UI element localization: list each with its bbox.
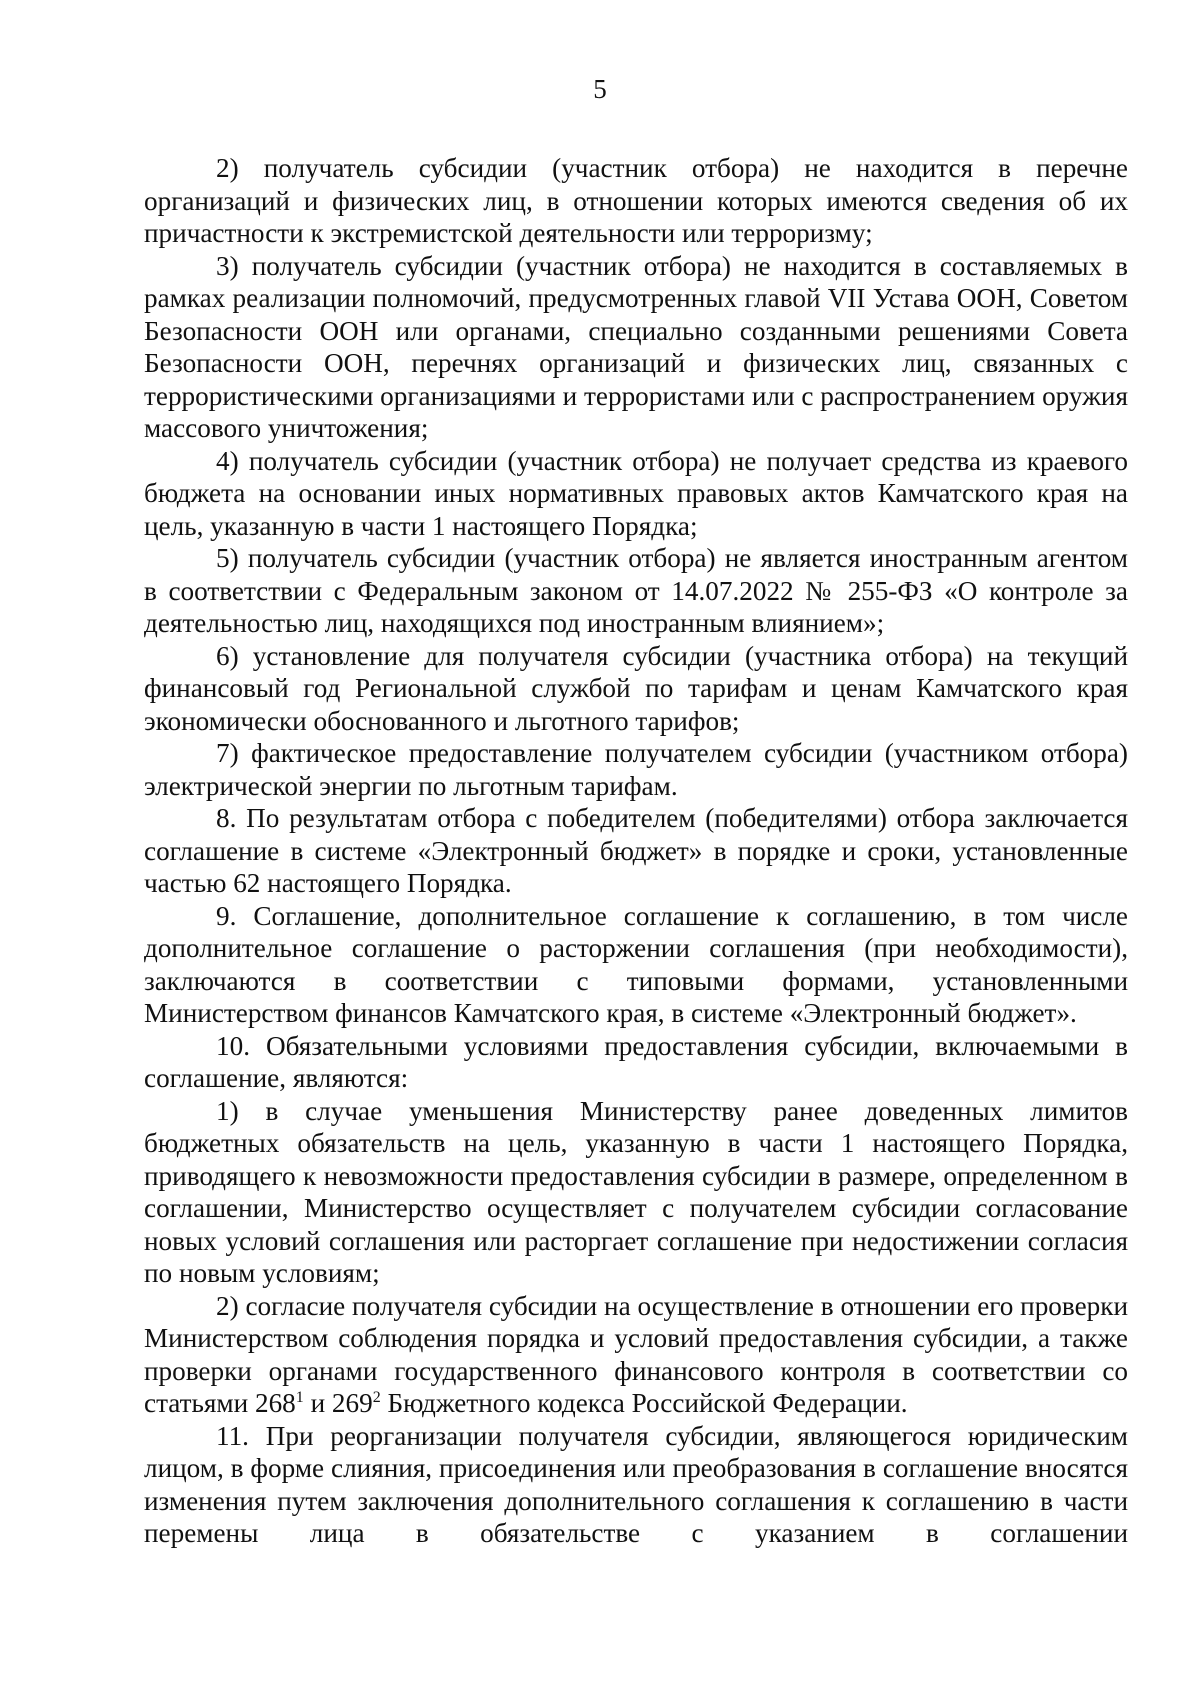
document-body — [144, 152, 1128, 1550]
paragraph-subitem-2-text-a: 2) согласие получателя субсидии на осуществление в отношении его проверки Министерством соблюдения порядка и условий предоставления субсидии, а также проверки органами государственного финансового контроля в соответствии со статьями 268 — [144, 1290, 1128, 1418]
paragraph-subitem-2-text-b: и 269 — [303, 1388, 373, 1418]
paragraph-item-7: 7) фактическое предоставление получателем субсидии (участником отбора) электрической энергии по льготным тарифам. — [144, 738, 1128, 801]
superscript-2: 2 — [372, 1388, 381, 1406]
paragraph-subitem-2 — [144, 1290, 1128, 1420]
paragraph-part-11: 11. При реорганизации получателя субсидии, являющегося юридическим лицом, в форме слияния, присоединения или преобразования в соглашение вносятся изменения путем заключения дополнительного соглашения к соглашению в части перемены лица в обязательстве с указанием в соглашении — [144, 1420, 1128, 1548]
paragraph-part-9: 9. Соглашение, дополнительное соглашение к соглашению, в том числе дополнительное соглашение о расторжении соглашения (при необходимости), заключаются в соответствии с типовыми формами, установленными Министерством финансов Камчатского края, в системе «Электронный бюджет». — [144, 900, 1128, 1028]
paragraph-item-3: 3) получатель субсидии (участник отбора) не находится в составляемых в рамках реализации полномочий, предусмотренных главой VII Устава ООН, Советом Безопасности ООН или органами, специально созданными решениями Совета Безопасности ООН, перечнях организаций и физических лиц, связанных с террористическими организациями и террористами или с распространением оружия массового уничтожения; — [144, 250, 1128, 443]
paragraph-item-6: 6) установление для получателя субсидии (участника отбора) на текущий финансовый год Региональной службой по тарифам и ценам Камчатского края экономически обоснованного и льготного тарифов; — [144, 640, 1128, 736]
paragraph-subitem-2-text-c: Бюджетного кодекса Российской Федерации. — [380, 1388, 908, 1418]
page-number: 5 — [593, 74, 607, 104]
paragraph-part-8: 8. По результатам отбора с победителем (победителями) отбора заключается соглашение в системе «Электронный бюджет» в порядке и сроки, установленные частью 62 настоящего Порядка. — [144, 803, 1128, 898]
superscript-1: 1 — [295, 1388, 304, 1406]
paragraph-part-10: 10. Обязательными условиями предоставления субсидии, включаемыми в соглашение, являются: — [144, 1030, 1128, 1093]
paragraph-item-5: 5) получатель субсидии (участник отбора) не является иностранным агентом в соответствии с Федеральным законом от 14.07.2022 № 255-ФЗ «О контроле за деятельностью лиц, находящихся под иностранным влиянием»; — [144, 543, 1128, 638]
paragraph-item-2: 2) получатель субсидии (участник отбора) не находится в перечне организаций и физических лиц, в отношении которых имеются сведения об их причастности к экстремистской деятельности или терроризму; — [144, 153, 1128, 248]
paragraph-item-4: 4) получатель субсидии (участник отбора) не получает средства из краевого бюджета на основании иных нормативных правовых актов Камчатского края на цель, указанную в части 1 настоящего Порядка; — [144, 445, 1128, 541]
paragraph-subitem-1: 1) в случае уменьшения Министерству ранее доведенных лимитов бюджетных обязательств на цель, указанную в части 1 настоящего Порядка, приводящего к невозможности предоставления субсидии в размере, определенном в соглашении, Министерство осуществляет с получателем субсидии согласование новых условий соглашения или расторгает соглашение при недостижении согласия по новым условиям; — [144, 1095, 1128, 1288]
